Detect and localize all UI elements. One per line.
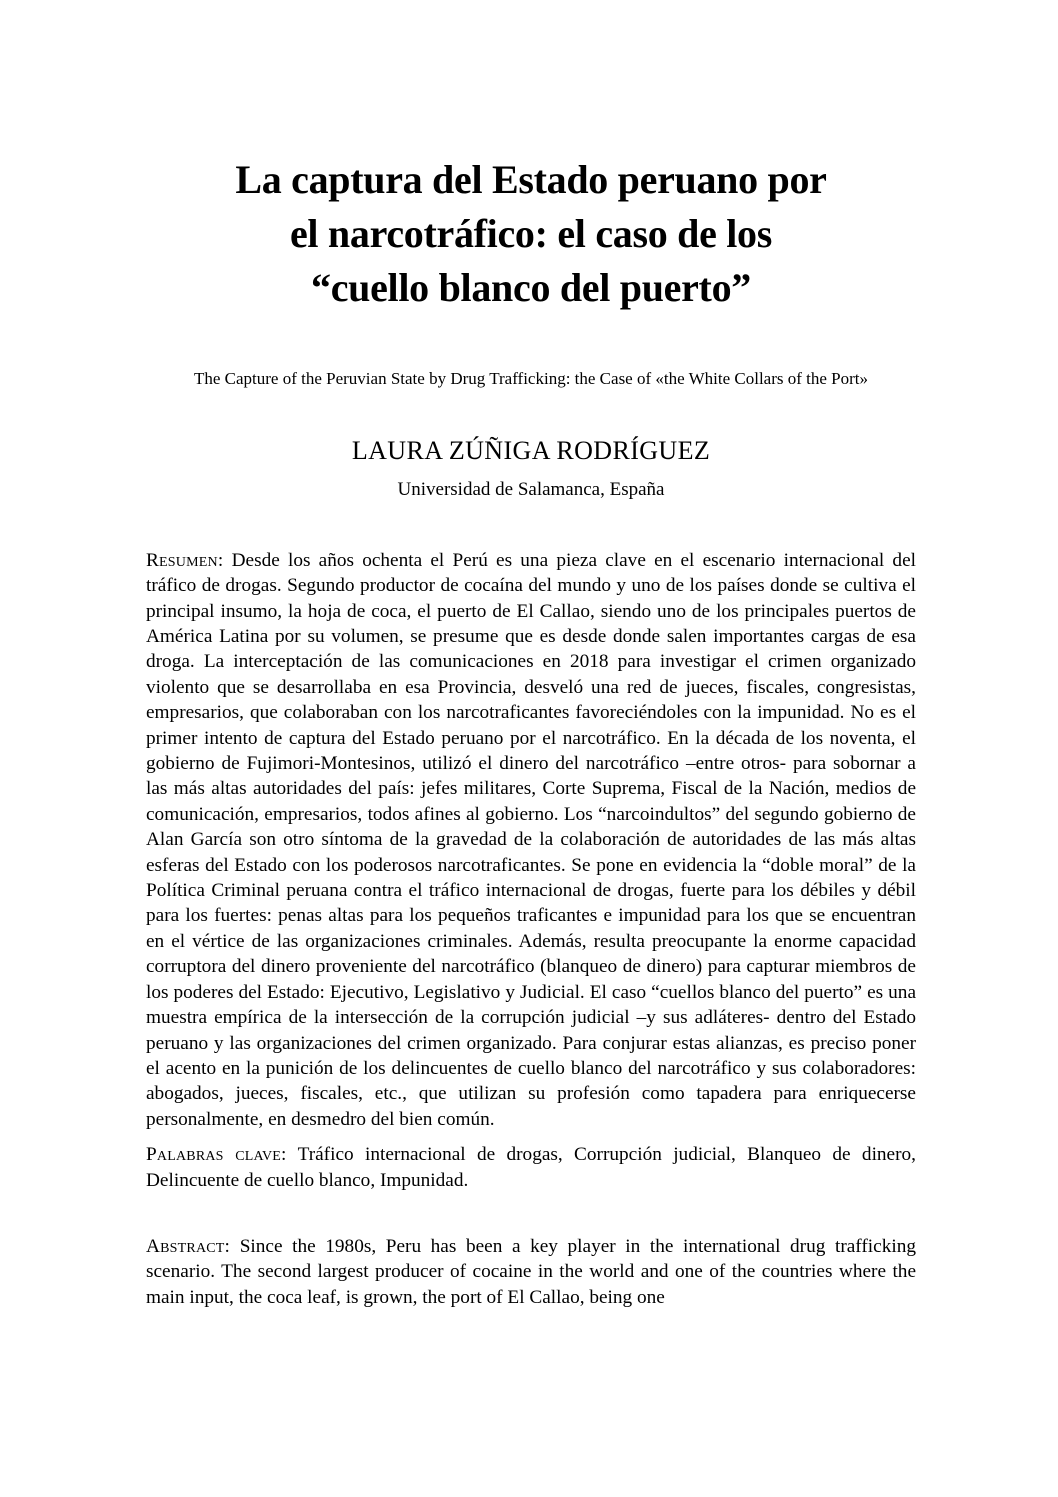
palabras-clave-text: Tráfico internacional de drogas, Corrupción judicial, Blanqueo de dinero, Delincuente de cuello blanco, Impunidad. — [146, 1144, 917, 1191]
paper-title-line-3: “cuello blanco del puerto” — [311, 264, 751, 310]
author-name: LAURA ZÚÑIGA RODRÍGUEZ — [351, 435, 711, 465]
resumen-paragraph — [146, 548, 916, 1132]
abstracts-section — [146, 548, 916, 1310]
abstract-text: Since the 1980s, Peru has been a key player in the international drug trafficking scenario. The second largest producer of cocaine in the world and one of the countries where the main input, the coca leaf, is grown, the port of El Callao, being one — [146, 1235, 916, 1308]
resumen-text: Desde los años ochenta el Perú es una pieza clave en el escenario internacional del tráfico de drogas. Segundo productor de cocaína del mundo y uno de los países donde se cultiva el principal insumo, la hoja de coca, el puerto de El Callao, siendo uno de los principales puertos de América Latina por su volumen, se presume que es desde donde salen importantes cargas de esa droga. La interceptación de las comunicaciones en 2018 para investigar el crimen organizado violento que se desarrollaba en esa Provincia, desveló una red de jueces, fiscales, congresistas, empresarios, que colaboraban con los narcotraficantes favoreciéndoles con la impunidad. No es el primer intento de captura del Estado peruano por el narcotráfico. En la década de los noventa, el gobierno de Fujimori-Montesinos, utilizó el dinero del narcotráfico –entre otros- para sobornar a las más altas autoridades del país: jefes militares, Corte Suprema, Fiscal de la Nación, medios de comunicación, empresarios, todos afines al gobierno. Los “narcoindultos” del segundo gobierno de Alan García son otro síntoma de la gravedad de la colaboración de autoridades de las más altas esferas del Estado con los poderosos narcotraficantes. Se pone en evidencia la “doble moral” de la Política Criminal peruana contra el tráfico internacional de drogas, fuerte para los débiles y débil para los fuertes: penas altas para los pequeños traficantes e impunidad para los que se encuentran en el vértice de las organizaciones criminales. Además, resulta preocupante la enorme capacidad corruptora del dinero proveniente del narcotráfico (blanqueo de dinero) para capturar miembros de los poderes del Estado: Ejecutivo, Legislativo y Judicial. El caso “cuellos blanco del puerto” es una muestra empírica de la intersección de la corrupción judicial –y sus adláteres- dentro del Estado peruano y las organizaciones del crimen organizado. Para conjurar estas alianzas, es preciso poner el acento en la punición de los delincuentes de cuello blanco del narcotráfico y sus colaboradores: abogados, jueces, fiscales, etc., que utilizan su profesión como tapadera para enriquecerse personalmente, en desmedro del bien común. — [146, 549, 916, 1130]
paper-title-line-2: el narcotráfico: el caso de los — [289, 210, 773, 256]
paper-title-line-1: La captura del Estado peruano por — [235, 156, 827, 202]
abstract-paragraph — [146, 1234, 916, 1310]
paper-title — [146, 153, 916, 315]
abstract-label: Abstract: — [146, 1235, 231, 1257]
palabras-clave-label: Palabras clave: — [146, 1144, 287, 1166]
resumen-label: Resumen: — [146, 549, 224, 571]
palabras-clave-paragraph — [146, 1142, 916, 1193]
paper-subtitle-english: The Capture of the Peruvian State by Drug Trafficking: the Case of «the White Collars of the Port» — [193, 368, 869, 388]
author-affiliation: Universidad de Salamanca, España — [397, 478, 665, 500]
